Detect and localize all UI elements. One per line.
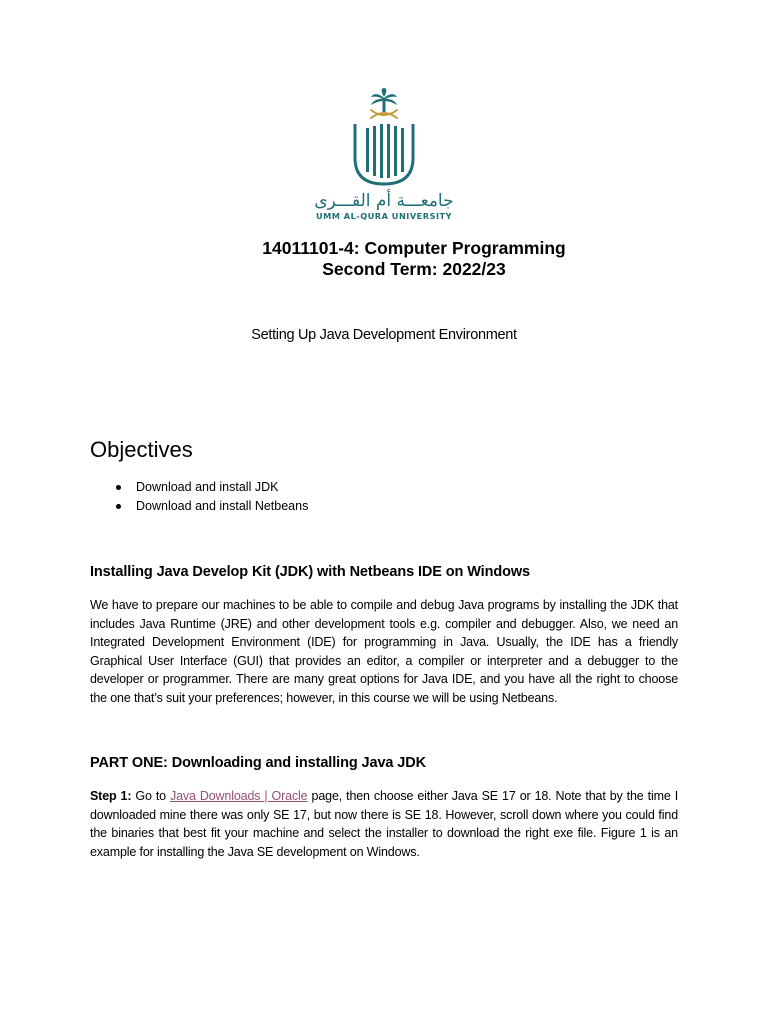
java-downloads-link[interactable]: Java Downloads | Oracle — [170, 789, 308, 803]
objectives-heading: Objectives — [90, 437, 193, 462]
logo-arabic-name: جامعـــة أم القـــرى — [314, 191, 454, 211]
list-item: Download and install Netbeans — [90, 497, 308, 516]
bullet-icon — [116, 485, 121, 490]
logo-latin-name: UMM AL-QURA UNIVERSITY — [315, 211, 453, 221]
intro-paragraph: We have to prepare our machines to be able to compile and debug Java programs by installing the JDK that includes Java Runtime (JRE) and other development tools e.g. compiler and debugger. Also, we need an Integrated Development Environment (IDE) for programming in Java. Usually, the IDE has a friendly Graphical User Interface (GUI) that provides an editor, a compiler or interpreter and a debugger to the developer or programmer. There are many great options for Java IDE, and you have all the right to choose the one that’s suit your preferences; however, in this course we will be using Netbeans. — [90, 598, 678, 705]
section-heading-jdk-netbeans: Installing Java Develop Kit (JDK) with Netbeans IDE on Windows — [90, 564, 531, 580]
section-heading-part-one: PART ONE: Downloading and installing Java JDK — [90, 755, 427, 771]
university-logo — [0, 88, 768, 221]
course-code-line: 14011101-4: Computer Programming — [262, 238, 566, 258]
list-item: Download and install JDK — [90, 478, 308, 497]
step-1-paragraph: Step 1: Go to Java Downloads | Oracle page, then choose either Java SE 17 or 18. Note that by the time I downloaded mine there was only SE 17, but now there is SE 18. However, scroll down where you could find the binaries that best fit your machine and select the installer to download the right exe file. Figure 1 is an example for installing the Java SE development on Windows. — [90, 789, 679, 859]
objectives-list — [90, 478, 308, 516]
document-subtitle: Setting Up Java Development Environment — [251, 327, 517, 343]
university-emblem-icon — [349, 88, 419, 188]
bullet-icon — [116, 504, 121, 509]
term-line: Second Term: 2022/23 — [322, 259, 506, 279]
step-label: Step 1: — [90, 789, 132, 803]
course-title — [0, 238, 768, 280]
